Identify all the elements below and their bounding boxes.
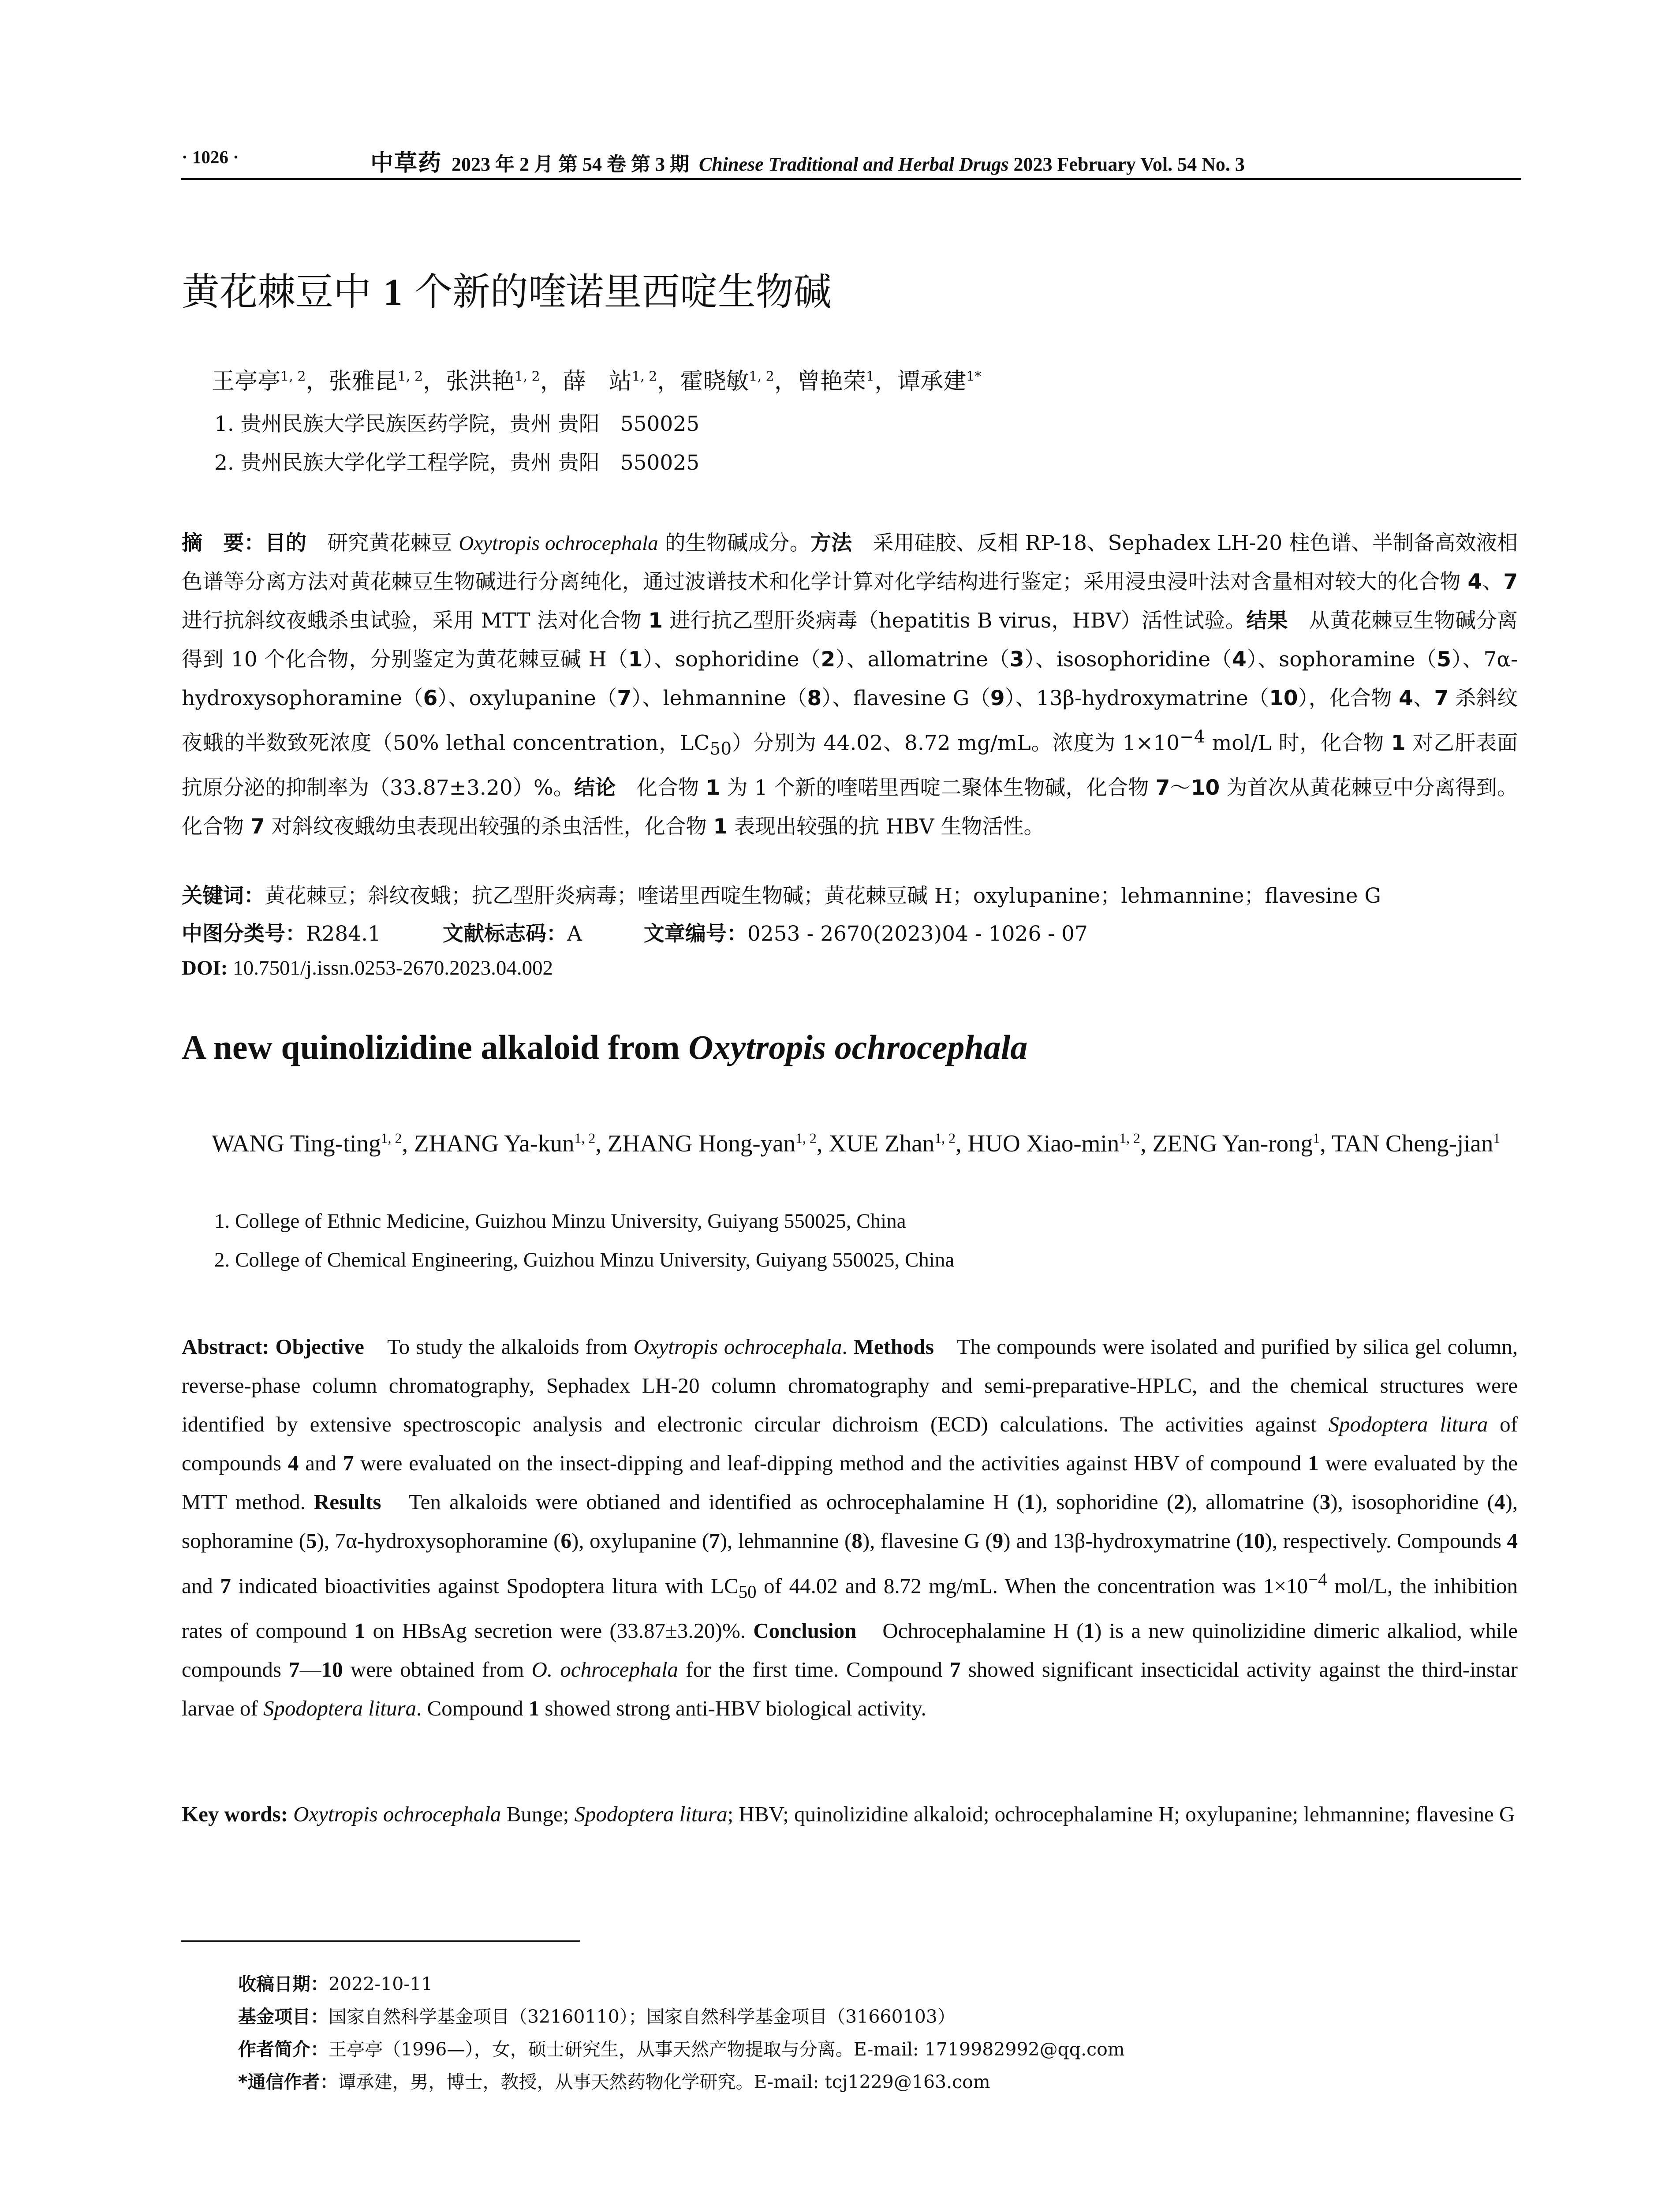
cn-abstract: 摘 要：目的 研究黄花棘豆 Oxytropis ochrocephala 的生物碱成分。方法 采用硅胶、反相 RP-18、Sephadex LH-20 柱色谱、半制备高效液相色谱等分离方法对黄花棘豆生物碱进行分离纯化，通过波谱技术和化学计算对化学结构进行鉴定；采用浸虫浸叶法对含量相对较大的化合物 4、7 进行抗斜纹夜蛾杀虫试验，采用 MTT 法对化合物 1 进行抗乙型肝炎病毒（hepatitis B virus，HBV）活性试验。结果 从黄花棘豆生物碱分离得到 10 个化合物，分别鉴定为黄花棘豆碱 H（1）、sophoridine（2）、allomatrine（3）、isosophoridine（4）、sophoramine（5）、7α-hydroxysophoramine（6）、oxylupanine（7）、lehmannine（8）、flavesine G（9）、13β-hydroxymatrine（10），化合物 4、7 杀斜纹夜蛾的半数致死浓度（50% lethal concentration，$LC_{50}$）分别为 44.02、8.72 mg/mL。浓度为 $1\times 10^{-4}$ mol/L 时，化合物 1 对乙肝表面抗原分泌的抑制率为（33.87±3.20）%。结论 化合物 1 为 1 个新的喹喏里西啶二聚体生物碱，化合物 7～10 为首次从黄花棘豆中分离得到。化合物 7 对斜纹夜蛾幼虫表现出较强的杀虫活性，化合物 1 表现出较强的抗 HBV 生物活性。	[182, 531, 1518, 839]
cn-title: 黄花棘豆中 1 个新的喹诺里西啶生物碱	[182, 270, 832, 314]
issue-en: 2023 February Vol. 54 No. 3	[1013, 153, 1245, 175]
en-keywords: Key words: Oxytropis ochrocephala Bunge; Spodoptera litura; HBV; quinolizidine alkaloid; ochrocephalamine H; oxylupanine; lehmannine; flavesine G	[182, 1802, 1515, 1826]
footnote-funding: 基金项目：国家自然科学基金项目（32160110）；国家自然科学基金项目（31660103）	[238, 2006, 956, 2027]
journal-logo: 中草药	[370, 149, 442, 176]
en-author: HUO Xiao-min	[967, 1130, 1120, 1157]
issue-cn: 2023 年 2 月 第 54 卷 第 3 期	[452, 153, 690, 175]
en-author: XUE Zhan	[829, 1130, 935, 1157]
doi: DOI: 10.7501/j.issn.0253-2670.2023.04.002	[182, 957, 553, 979]
footnote-rule	[181, 1940, 580, 1942]
cn-author: 王亭亭	[212, 368, 281, 395]
cn-author: 张洪艳	[446, 368, 515, 395]
cn-author: 谭承建	[897, 368, 967, 395]
cn-author: 张雅昆	[329, 368, 398, 395]
cn-author: 曾艳荣	[797, 368, 866, 395]
footnote-author-bio: 作者简介：王亭亭（1996—），女，硕士研究生，从事天然产物提取与分离。E-mail: 1719982992@qq.com	[238, 2039, 1125, 2060]
cn-affiliation: 1. 贵州民族大学民族医药学院，贵州 贵阳 550025	[214, 412, 700, 436]
cn-author: 薛 站	[563, 368, 632, 395]
footnote-received: 收稿日期：2022-10-11	[238, 1973, 433, 1995]
en-author: ZENG Yan-rong	[1152, 1130, 1313, 1157]
en-author: WANG Ting-ting	[212, 1130, 381, 1157]
en-affiliation: 2. College of Chemical Engineering, Guizhou Minzu University, Guiyang 550025, China	[214, 1248, 955, 1271]
cn-affiliation: 2. 贵州民族大学化学工程学院，贵州 贵阳 550025	[214, 451, 700, 475]
en-author: TAN Cheng-jian	[1331, 1130, 1493, 1157]
en-title: A new quinolizidine alkaloid from Oxytropis ochrocephala	[182, 1028, 1028, 1066]
en-affiliation: 1. College of Ethnic Medicine, Guizhou Minzu University, Guiyang 550025, China	[214, 1210, 906, 1233]
en-author: ZHANG Hong-yan	[607, 1130, 796, 1157]
header-rule	[181, 178, 1521, 180]
cn-author-list: 王亭亭$^{1, 2}$，张雅昆$^{1, 2}$，张洪艳$^{1, 2}$，薛 站$^{1, 2}$，霍晓敏$^{1, 2}$，曾艳荣$^1$，谭承建$^{1*}$	[212, 368, 982, 395]
cn-classification: 中图分类号：R284.1 文献标志码：A 文章编号：0253 - 2670(2023)04 - 1026 - 07	[182, 922, 1088, 946]
page-number: · 1026 ·	[182, 147, 239, 167]
footnote-corresponding: *通信作者：谭承建，男，博士，教授，从事天然药物化学研究。E-mail: tcj1229@163.com	[238, 2071, 990, 2093]
journal-name-en: Chinese Traditional and Herbal Drugs	[699, 153, 1009, 175]
en-abstract: Abstract: Objective To study the alkaloids from Oxytropis ochrocephala. Methods The compounds were isolated and purified by silica gel column, reverse-phase column chromatography, Sephadex LH-20 column chromatography and semi-preparative-HPLC, and the chemical structures were identified by extensive spectroscopic analysis and electronic circular dichroism (ECD) calculations. The activities against Spodoptera litura of compounds 4 and 7 were evaluated on the insect-dipping and leaf-dipping method and the activities against HBV of compound 1 were evaluated by the MTT method. Results Ten alkaloids were obtianed and identified as ochrocephalamine H (1), sophoridine (2), allomatrine (3), isosophoridine (4), sophoramine (5), 7α-hydroxysophoramine (6), oxylupanine (7), lehmannine (8), flavesine G (9) and 13β-hydroxymatrine (10), respectively. Compounds 4 and 7 indicated bioactivities against Spodoptera litura with $LC_{50}$ of 44.02 and 8.72 mg/mL. When the concentration was $1\times 10^{-4}$ mol/L, the inhibition rates of compound 1 on HBsAg secretion were (33.87±3.20)%. Conclusion Ochrocephalamine H (1) is a new quinolizidine dimeric alkaliod, while compounds 7—10 were obtained from O. ochrocephala for the first time. Compound 7 showed significant insecticidal activity against the third-instar larvae of Spodoptera litura. Compound 1 showed strong anti-HBV biological activity.	[182, 1334, 1518, 1721]
en-author-list: WANG Ting-ting$^{1, 2}$, ZHANG Ya-kun$^{1, 2}$, ZHANG Hong-yan$^{1, 2}$, XUE Zhan$^{1, 2}$, HUO Xiao-$\min^{1, 2}$, ZENG Yan-rong$^1$, TAN Cheng-jian$^1$	[212, 1130, 1501, 1157]
cn-keywords: 关键词：黄花棘豆；斜纹夜蛾；抗乙型肝炎病毒；喹诺里西啶生物碱；黄花棘豆碱 H；oxylupanine；lehmannine；flavesine G	[182, 884, 1381, 908]
running-header	[370, 144, 1245, 177]
cn-author: 霍晓敏	[680, 368, 749, 395]
en-author: ZHANG Ya-kun	[414, 1130, 575, 1157]
